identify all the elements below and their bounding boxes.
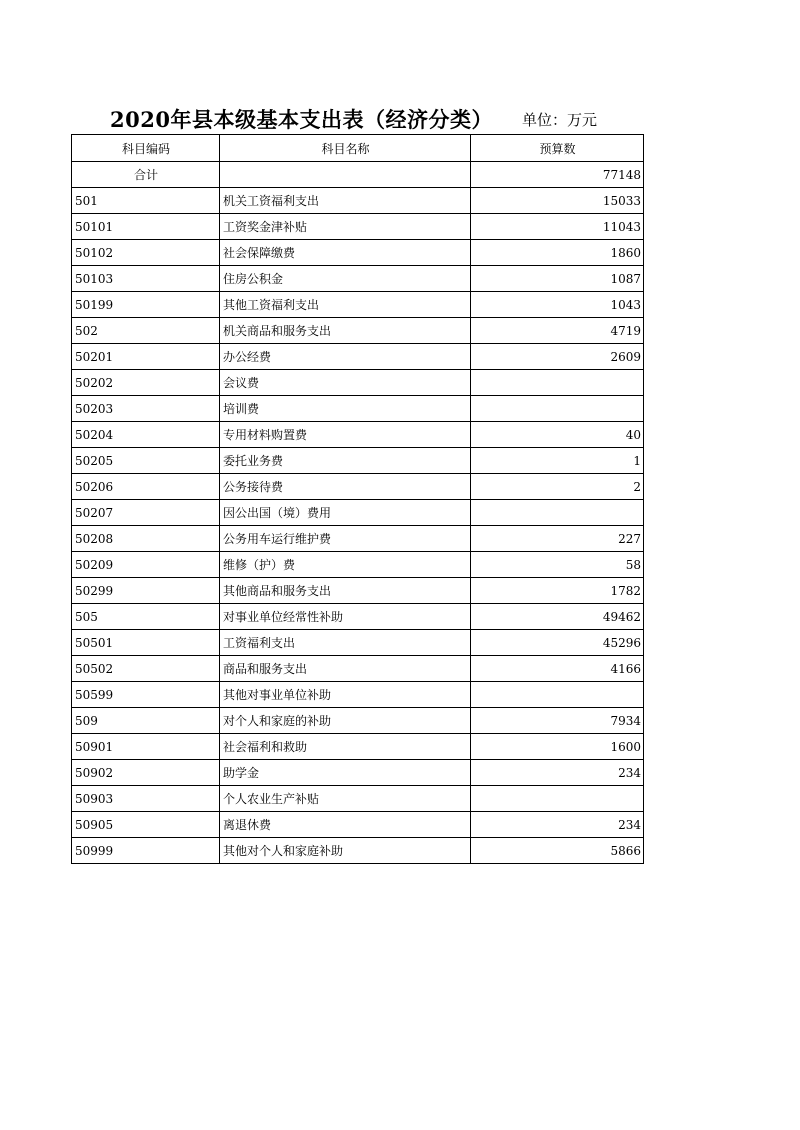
row-code: 50202 (72, 370, 220, 396)
table-body (72, 162, 644, 864)
table-row (72, 760, 644, 786)
row-code: 50209 (72, 552, 220, 578)
row-amount: 49462 (471, 604, 644, 630)
row-amount: 2609 (471, 344, 644, 370)
table-row (72, 656, 644, 682)
row-name: 因公出国（境）费用 (220, 500, 471, 526)
row-name: 机关工资福利支出 (220, 188, 471, 214)
row-amount: 40 (471, 422, 644, 448)
table-row (72, 786, 644, 812)
row-code: 50299 (72, 578, 220, 604)
row-code: 50207 (72, 500, 220, 526)
row-name: 公务用车运行维护费 (220, 526, 471, 552)
row-code: 502 (72, 318, 220, 344)
table-row (72, 708, 644, 734)
row-code: 50199 (72, 292, 220, 318)
row-code: 50205 (72, 448, 220, 474)
table-row (72, 396, 644, 422)
row-code: 50203 (72, 396, 220, 422)
table-row (72, 422, 644, 448)
row-code: 50101 (72, 214, 220, 240)
row-name: 其他对个人和家庭补助 (220, 838, 471, 864)
row-name: 对个人和家庭的补助 (220, 708, 471, 734)
row-code: 50204 (72, 422, 220, 448)
header-amount: 预算数 (471, 135, 644, 162)
budget-table (71, 134, 644, 864)
row-amount: 1600 (471, 734, 644, 760)
table-row (72, 162, 644, 188)
row-code: 501 (72, 188, 220, 214)
row-code: 505 (72, 604, 220, 630)
row-name: 委托业务费 (220, 448, 471, 474)
row-amount: 4719 (471, 318, 644, 344)
total-label: 合计 (72, 162, 220, 188)
row-name (220, 162, 471, 188)
table-row (72, 578, 644, 604)
row-name: 对事业单位经常性补助 (220, 604, 471, 630)
row-name: 住房公积金 (220, 266, 471, 292)
row-code: 50208 (72, 526, 220, 552)
row-name: 其他商品和服务支出 (220, 578, 471, 604)
row-amount: 11043 (471, 214, 644, 240)
table-row (72, 838, 644, 864)
row-code: 50999 (72, 838, 220, 864)
row-name: 专用材料购置费 (220, 422, 471, 448)
row-amount (471, 786, 644, 812)
unit-label: 单位：万元 (522, 111, 598, 129)
row-amount (471, 682, 644, 708)
row-amount: 234 (471, 812, 644, 838)
row-amount: 234 (471, 760, 644, 786)
table-row (72, 474, 644, 500)
row-amount: 1043 (471, 292, 644, 318)
row-name: 工资福利支出 (220, 630, 471, 656)
row-name: 维修（护）费 (220, 552, 471, 578)
table-header-row (72, 135, 644, 162)
row-code: 50502 (72, 656, 220, 682)
row-code: 509 (72, 708, 220, 734)
row-amount: 7934 (471, 708, 644, 734)
header-name: 科目名称 (220, 135, 471, 162)
row-name: 离退休费 (220, 812, 471, 838)
table-row (72, 188, 644, 214)
row-amount (471, 500, 644, 526)
table-row (72, 292, 644, 318)
row-amount: 2 (471, 474, 644, 500)
row-name: 社会保障缴费 (220, 240, 471, 266)
table-row (72, 630, 644, 656)
row-code: 50902 (72, 760, 220, 786)
row-amount: 1087 (471, 266, 644, 292)
row-name: 工资奖金津补贴 (220, 214, 471, 240)
row-code: 50206 (72, 474, 220, 500)
row-code: 50201 (72, 344, 220, 370)
table-row (72, 552, 644, 578)
table-row (72, 604, 644, 630)
row-code: 50501 (72, 630, 220, 656)
table-row (72, 448, 644, 474)
table-row (72, 214, 644, 240)
row-amount: 1782 (471, 578, 644, 604)
table-row (72, 318, 644, 344)
row-code: 50901 (72, 734, 220, 760)
table-row (72, 344, 644, 370)
table-row (72, 812, 644, 838)
row-code: 50103 (72, 266, 220, 292)
row-amount: 45296 (471, 630, 644, 656)
row-name: 培训费 (220, 396, 471, 422)
page-title: 2020年县本级基本支出表（经济分类） (110, 107, 493, 132)
row-amount (471, 370, 644, 396)
row-name: 社会福利和救助 (220, 734, 471, 760)
row-name: 会议费 (220, 370, 471, 396)
table-row (72, 500, 644, 526)
table-row (72, 240, 644, 266)
row-amount: 77148 (471, 162, 644, 188)
row-name: 个人农业生产补贴 (220, 786, 471, 812)
header-code: 科目编码 (72, 135, 220, 162)
row-amount: 1 (471, 448, 644, 474)
table-row (72, 266, 644, 292)
table-row (72, 526, 644, 552)
row-amount: 15033 (471, 188, 644, 214)
row-name: 其他对事业单位补助 (220, 682, 471, 708)
row-name: 其他工资福利支出 (220, 292, 471, 318)
row-amount: 227 (471, 526, 644, 552)
row-amount: 4166 (471, 656, 644, 682)
row-code: 50905 (72, 812, 220, 838)
row-name: 商品和服务支出 (220, 656, 471, 682)
row-amount: 5866 (471, 838, 644, 864)
row-name: 公务接待费 (220, 474, 471, 500)
row-amount: 58 (471, 552, 644, 578)
table-row (72, 734, 644, 760)
row-amount: 1860 (471, 240, 644, 266)
table-row (72, 682, 644, 708)
row-name: 办公经费 (220, 344, 471, 370)
row-code: 50599 (72, 682, 220, 708)
row-name: 机关商品和服务支出 (220, 318, 471, 344)
row-code: 50102 (72, 240, 220, 266)
table-row (72, 370, 644, 396)
row-code: 50903 (72, 786, 220, 812)
row-name: 助学金 (220, 760, 471, 786)
row-amount (471, 396, 644, 422)
